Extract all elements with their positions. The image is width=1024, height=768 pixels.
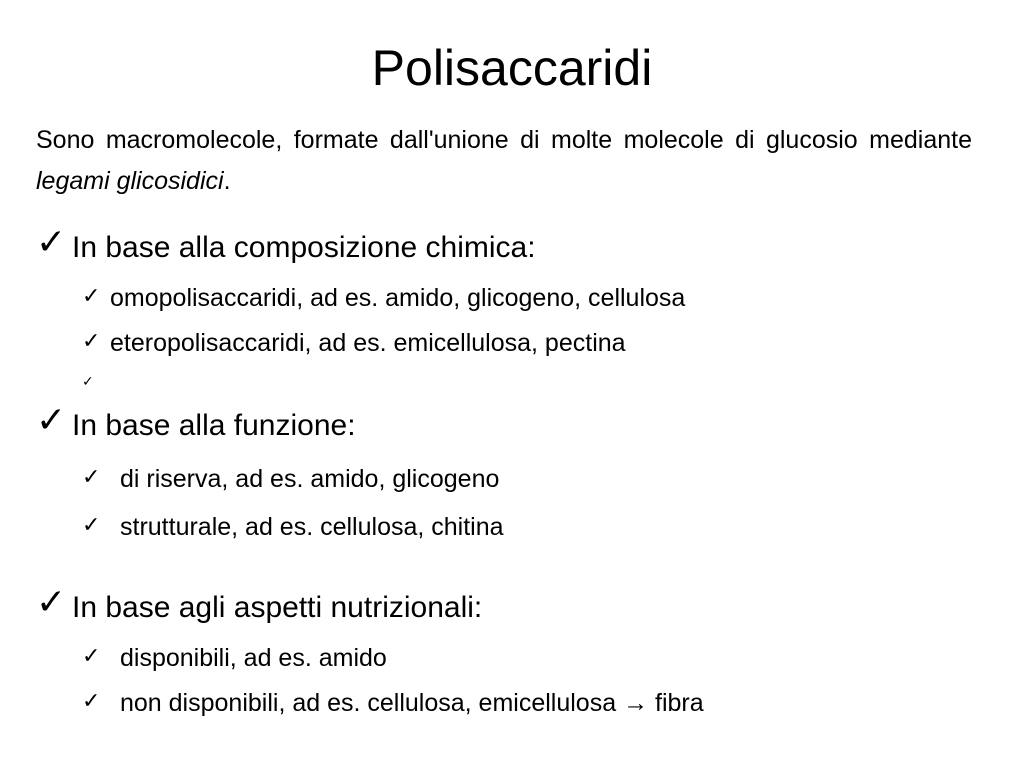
list-item-text: non disponibili, ad es. cellulosa, emicellulosa → fibra [120,689,704,717]
list-item [82,283,685,313]
checkmark-icon: ✓ [82,464,101,489]
list-item [82,328,626,358]
list-item-text: disponibili, ad es. amido [120,644,387,672]
section-heading-function [36,399,356,444]
list-item-text: omopolisaccaridi, ad es. amido, glicogeno, cellulosa [110,284,686,312]
section-heading-text: In base alla funzione: [72,409,356,442]
slide-title: Polisaccaridi [371,40,653,96]
list-item [82,643,387,673]
checkmark-icon: ✓ [82,283,101,308]
list-item [82,688,704,718]
checkmark-icon: ✓ [82,512,101,537]
intro-paragraph [36,120,972,202]
checkmark-icon: ✓ [36,581,67,622]
intro-text: Sono macromolecole, formate dall'unione di molte molecole di glucosio mediante [36,126,972,154]
section-heading-composition [36,221,536,266]
intro-emphasis: legami glicosidici [36,167,224,195]
checkmark-icon: ✓ [82,688,101,713]
list-item [82,512,504,542]
intro-text-end: . [223,167,231,195]
section-heading-text: In base agli aspetti nutrizionali: [72,591,483,624]
empty-bullet-checkmark-icon: ✓ [82,373,94,389]
checkmark-icon: ✓ [82,328,101,353]
checkmark-icon: ✓ [36,399,67,440]
list-item-text: strutturale, ad es. cellulosa, chitina [120,513,504,541]
list-item [82,464,499,494]
section-heading-nutrition [36,581,483,626]
checkmark-icon: ✓ [36,221,67,262]
checkmark-icon: ✓ [82,643,101,668]
list-item-text: di riserva, ad es. amido, glicogeno [120,465,500,493]
section-heading-text: In base alla composizione chimica: [72,231,536,264]
list-item-text: eteropolisaccaridi, ad es. emicellulosa, pectina [110,329,626,357]
